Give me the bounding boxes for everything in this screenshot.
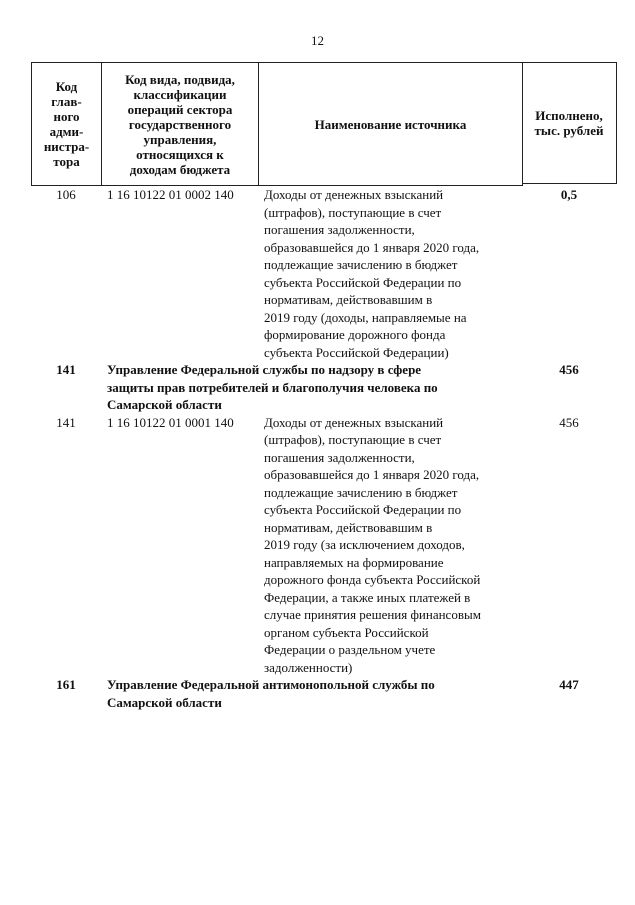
- table-row-organization: [31, 676, 617, 711]
- page-number: 12: [311, 33, 324, 48]
- table-row-organization: [31, 361, 617, 414]
- classification-code-cell: 1 16 10122 01 0002 140: [107, 187, 234, 202]
- source-name-line: образовавшейся до 1 января 2020 года,: [264, 467, 480, 482]
- header-admin-line: тора: [53, 154, 80, 169]
- header-admin-line: ного: [53, 109, 80, 124]
- table-row: [31, 414, 617, 677]
- header-amount-line: тыс. рублей: [534, 123, 604, 138]
- header-classification-code: [102, 63, 259, 185]
- admin-code-cell: 141: [56, 414, 76, 430]
- organization-name-cell: [101, 676, 521, 711]
- header-admin-line: нистра-: [43, 139, 90, 154]
- source-name-line: подлежащие зачислению в бюджет: [264, 257, 458, 272]
- source-name-line: случае принятия решения финансовым: [264, 607, 481, 622]
- header-admin-line: глав-: [51, 94, 82, 109]
- source-name-cell: [258, 186, 521, 361]
- source-name-line: нормативам, действовавшим в: [264, 519, 433, 535]
- source-name-line: формирование дорожного фонда: [264, 327, 446, 342]
- source-name-line: дорожного фонда субъекта Российской: [264, 572, 481, 587]
- header-admin-line: адми-: [49, 124, 84, 139]
- source-name-line: субъекта Российской Федерации по: [264, 502, 462, 517]
- header-code-line: Код вида, подвида,: [125, 71, 235, 87]
- source-name-line: погашения задолженности,: [264, 449, 415, 465]
- source-name-line: погашения задолженности,: [264, 222, 415, 237]
- organization-name-line: защиты прав потребителей и благополучия человека по: [107, 379, 438, 395]
- header-source-name-text: Наименование источника: [314, 116, 467, 132]
- header-admin-line: Код: [55, 79, 78, 94]
- classification-code-cell: 1 16 10122 01 0001 140: [107, 414, 234, 430]
- source-name-line: нормативам, действовавшим в: [264, 292, 433, 307]
- header-code-line: доходам бюджета: [129, 161, 231, 177]
- source-name-cell: [258, 414, 521, 677]
- table-row: [31, 186, 617, 361]
- source-name-line: образовавшейся до 1 января 2020 года,: [264, 239, 480, 255]
- organization-name-line: Управление Федеральной антимонопольной службы по: [107, 677, 435, 692]
- source-name-line: (штрафов), поступающие в счет: [264, 432, 442, 447]
- amount-cell: 0,5: [560, 187, 578, 202]
- header-code-line: классификации: [133, 86, 227, 102]
- header-amount: [522, 62, 617, 184]
- organization-name-line: Самарской области: [107, 694, 222, 710]
- source-name-line: 2019 году (за исключением доходов,: [264, 537, 465, 552]
- source-name-line: органом субъекта Российской: [264, 624, 429, 640]
- header-code-line: государственного: [128, 116, 232, 132]
- organization-name-line: Самарской области: [107, 397, 222, 412]
- source-name-line: 2019 году (доходы, направляемые на: [264, 309, 467, 325]
- table-header: [31, 62, 523, 186]
- source-name-line: Федерации о раздельном учете: [264, 642, 436, 657]
- admin-code-cell: 141: [56, 362, 76, 377]
- source-name-line: задолженности): [264, 659, 353, 675]
- table-body: [31, 186, 617, 711]
- header-source-name: [259, 63, 522, 185]
- header-code-line: относящихся к: [136, 146, 224, 162]
- organization-name-cell: [101, 361, 521, 414]
- header-admin-code: [32, 63, 102, 185]
- header-code-line: операций сектора: [127, 101, 233, 117]
- source-name-line: субъекта Российской Федерации): [264, 344, 449, 360]
- amount-cell: 456: [559, 414, 579, 430]
- organization-name-line: Управление Федеральной службы по надзору в сфере: [107, 362, 422, 377]
- header-amount-line: Исполнено,: [535, 108, 603, 123]
- source-name-line: Доходы от денежных взысканий: [264, 414, 444, 430]
- source-name-line: Федерации, а также иных платежей в: [264, 589, 471, 605]
- admin-code-cell: 161: [56, 677, 76, 692]
- amount-cell: 456: [559, 362, 579, 377]
- source-name-line: (штрафов), поступающие в счет: [264, 204, 442, 220]
- amount-cell: 447: [559, 677, 579, 692]
- source-name-line: направляемых на формирование: [264, 554, 444, 570]
- source-name-line: подлежащие зачислению в бюджет: [264, 484, 458, 500]
- header-code-line: управления,: [143, 131, 217, 147]
- admin-code-cell: 106: [56, 187, 76, 202]
- source-name-line: Доходы от денежных взысканий: [264, 187, 444, 202]
- source-name-line: субъекта Российской Федерации по: [264, 274, 462, 290]
